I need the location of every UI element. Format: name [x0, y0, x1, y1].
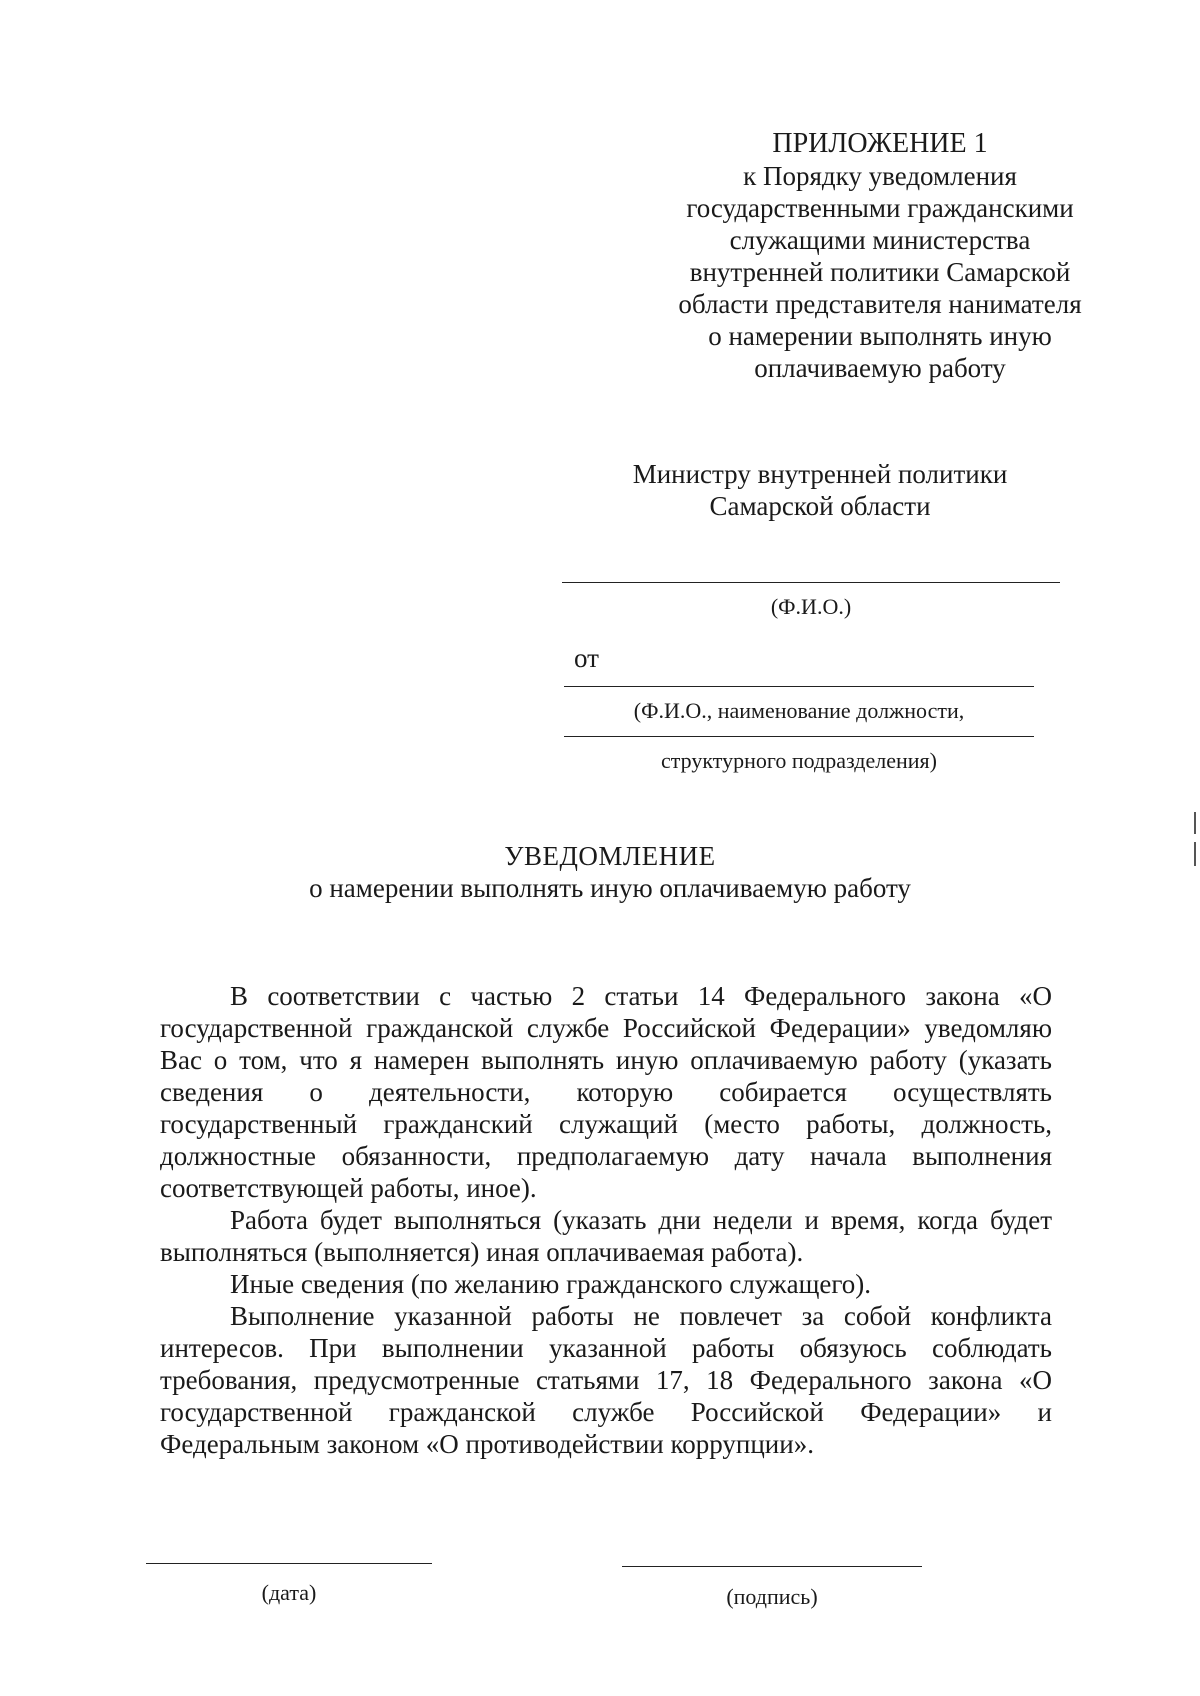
addressee-line: Самарской области — [709, 491, 931, 521]
sender-line-2 — [564, 736, 1034, 737]
notice-subtitle: о намерении выполнять иную оплачиваемую работу — [309, 873, 911, 903]
body-paragraph: В соответствии с частью 2 статьи 14 Федерального закона «О государственной гражданской службе Российской Федерации» уведомляю Вас о том, что я намерен выполнять иную оплачиваемую работу (указать сведения о деятельности, которую собирается осуществлять государственный гражданский служащий (место работы, должность, должностные обязанности, предполагаемую дату начала выполнения соответствующей работы, иное). — [160, 981, 1052, 1203]
notice-body — [160, 980, 1052, 1460]
body-paragraph: Работа будет выполняться (указать дни недели и время, когда будет выполняться (выполняется) иная оплачиваемая работа). — [160, 1205, 1052, 1267]
date-line — [146, 1563, 432, 1564]
appendix-line: оплачиваемую работу — [754, 353, 1006, 383]
scan-mark — [1194, 812, 1196, 834]
addressee-block — [570, 458, 1070, 522]
appendix-line: о намерении выполнять иную — [708, 321, 1052, 351]
notice-heading — [200, 840, 1020, 904]
sender-line — [564, 686, 1034, 687]
signature-line — [622, 1566, 922, 1567]
appendix-block — [640, 128, 1120, 384]
date-caption: (дата) — [261, 1580, 317, 1605]
appendix-line: служащими министерства — [729, 225, 1031, 255]
signature-caption: (подпись) — [726, 1584, 818, 1609]
appendix-line: к Порядку уведомления — [743, 161, 1017, 191]
sender-caption: (Ф.И.О., наименование должности, — [633, 698, 965, 723]
fio-caption: (Ф.И.О.) — [770, 594, 852, 619]
appendix-line: внутренней политики Самарской — [689, 257, 1071, 287]
body-paragraph: Иные сведения (по желанию гражданского служащего). — [230, 1269, 871, 1299]
sender-caption-2: структурного подразделения) — [661, 748, 937, 773]
appendix-line: области представителя нанимателя — [678, 289, 1082, 319]
from-label: от — [574, 643, 599, 673]
scan-mark — [1194, 842, 1196, 866]
appendix-line: государственными гражданскими — [686, 193, 1074, 223]
addressee-line: Министру внутренней политики — [632, 459, 1008, 489]
fio-line — [562, 582, 1060, 583]
body-paragraph: Выполнение указанной работы не повлечет за собой конфликта интересов. При выполнении указанной работы обязуюсь соблюдать требования, предусмотренные статьями 17, 18 Федерального закона «О государственной гражданской службе Российской Федерации» и Федеральным законом «О противодействии коррупции». — [160, 1301, 1052, 1459]
appendix-title: ПРИЛОЖЕНИЕ 1 — [772, 128, 988, 159]
notice-title: УВЕДОМЛЕНИЕ — [504, 841, 716, 871]
